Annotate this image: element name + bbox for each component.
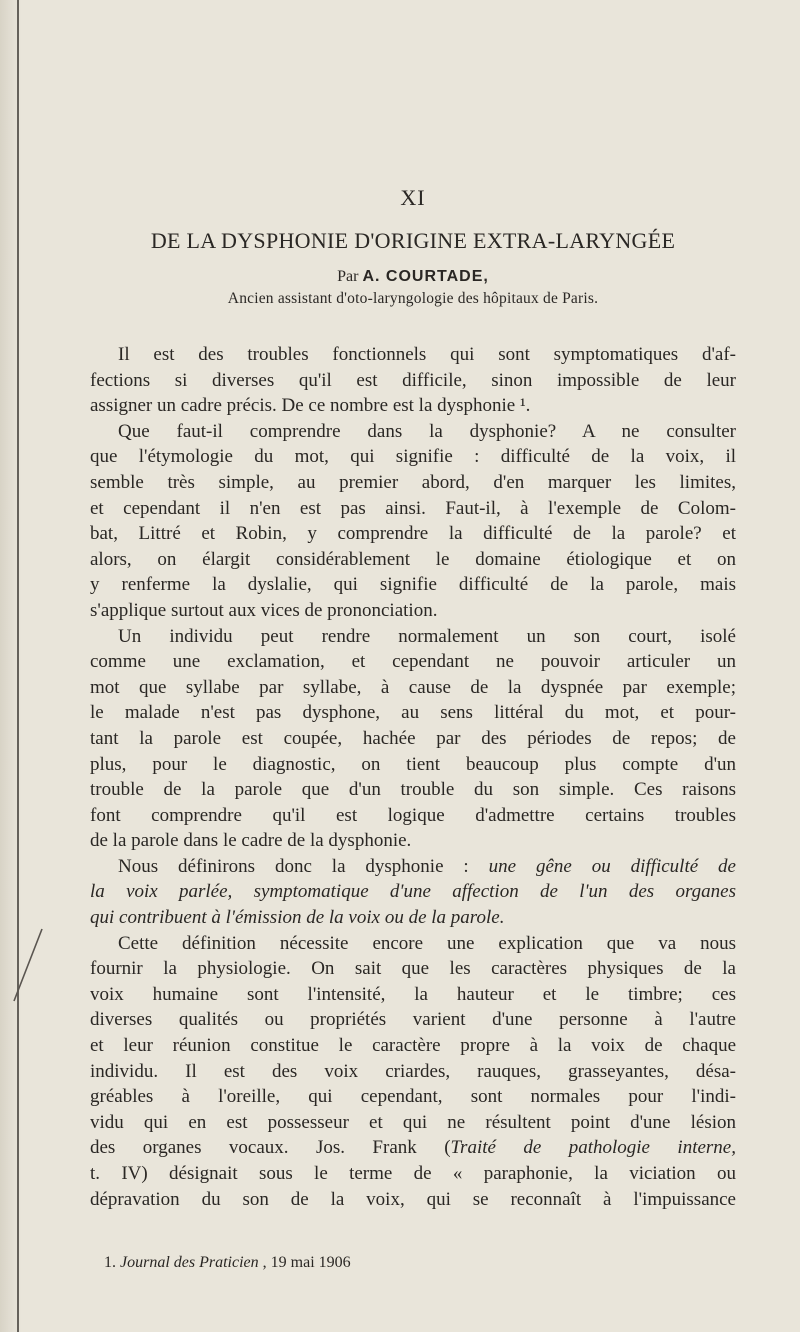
body-line	[90, 931, 736, 957]
byline	[90, 268, 736, 286]
body-line	[90, 1161, 736, 1187]
body-line	[90, 905, 736, 931]
body-line-text: Un individu peut rendre normalement un son court, isolé	[118, 625, 736, 647]
body-line-text: et leur réunion constitue le caractère propre à la voix de chaque	[90, 1035, 736, 1057]
body-line	[90, 547, 736, 573]
body-line-text: comme une exclamation, et cependant ne pouvoir articuler un	[90, 651, 736, 673]
body-line-text: le malade n'est pas dysphone, au sens littéral du mot, et pour-	[90, 702, 736, 724]
footnote-marker: 1.	[104, 1254, 116, 1271]
body-line	[90, 828, 736, 854]
body-line	[90, 1033, 736, 1059]
body-line-text: mot que syllabe par syllabe, à cause de la dyspnée par exemple;	[90, 676, 736, 698]
chapter-title: DE LA DYSPHONIE D'ORIGINE EXTRA-LARYNGÉE	[150, 228, 676, 253]
body-line-italic: Traité de pathologie interne,	[450, 1137, 736, 1159]
body-line	[90, 879, 736, 905]
footnote-date: , 19 mai 1906	[262, 1254, 351, 1271]
body-line-text: semble très simple, au premier abord, d'en marquer les limites,	[90, 471, 736, 493]
body-line	[90, 572, 736, 598]
body-line-text: Que faut-il comprendre dans la dysphonie? A ne consulter	[118, 420, 736, 442]
body-line	[90, 982, 736, 1008]
body-line-text: individu. Il est des voix criardes, rauques, grasseyantes, désa-	[90, 1060, 736, 1082]
body-line-text: Cette définition nécessite encore une explication que va nous	[118, 932, 736, 954]
body-line-text: t. IV) désignait sous le terme de « paraphonie, la viciation ou	[90, 1163, 736, 1184]
footnote-source: Journal des Praticien	[120, 1254, 259, 1271]
body-line	[90, 342, 736, 368]
body-line-text: s'applique surtout aux vices de prononciation.	[90, 599, 438, 621]
author-name: A. COURTADE,	[362, 268, 489, 285]
body-line	[90, 752, 736, 778]
body-line-text: font comprendre qu'il est logique d'admettre certains troubles	[90, 804, 736, 826]
body-line-text: des organes vocaux. Jos. Frank (	[90, 1137, 451, 1159]
body-line-text: tant la parole est coupée, hachée par des périodes de repos; de	[90, 727, 736, 749]
body-line-italic: une gêne ou difficulté de	[488, 855, 736, 877]
body-line	[90, 1187, 736, 1213]
pencil-mark	[8, 925, 48, 1005]
body-line	[90, 956, 736, 982]
body-line-text: alors, on élargit considérablement le domaine étiologique et on	[90, 548, 736, 570]
body-line-text: bat, Littré et Robin, y comprendre la difficulté de la parole? et	[90, 523, 736, 545]
body-line-text: assigner un cadre précis. De ce nombre est la dysphonie ¹.	[90, 395, 531, 417]
body-line	[90, 1110, 736, 1136]
body-line-text: dépravation du son de la voix, qui se reconnaît à l'impuissance	[90, 1188, 736, 1210]
body-line-text: que l'étymologie du mot, qui signifie : difficulté de la voix, il	[90, 446, 736, 468]
body-line-text: Il est des troubles fonctionnels qui sont symptomatiques d'af-	[118, 344, 736, 365]
body-line	[90, 1084, 736, 1110]
body-line	[90, 624, 736, 650]
body-line-text: trouble de la parole que d'un trouble du son simple. Ces raisons	[90, 779, 736, 801]
body-line	[90, 649, 736, 675]
document-page	[90, 0, 736, 1332]
body-line-text: Nous définirons donc la dysphonie :	[118, 855, 489, 877]
byline-prefix: Par	[337, 268, 359, 285]
body-line	[90, 444, 736, 470]
body-line	[90, 1007, 736, 1033]
body-line	[90, 1059, 736, 1085]
body-line	[90, 470, 736, 496]
body-line	[90, 419, 736, 445]
body-line	[90, 393, 736, 419]
body-text	[90, 342, 736, 1212]
body-line	[90, 803, 736, 829]
body-line	[90, 777, 736, 803]
body-line	[90, 496, 736, 522]
body-line-text: y renferme la dyslalie, qui signifie difficulté de la parole, mais	[90, 574, 736, 596]
body-line-text: voix humaine sont l'intensité, la hauteur et le timbre; ces	[90, 983, 736, 1005]
body-line	[90, 521, 736, 547]
footnote	[104, 1254, 351, 1272]
body-line	[90, 1135, 736, 1161]
chapter-number: XI	[400, 185, 426, 210]
body-line-text: vidu qui en est possesseur et qui ne résultent point d'une lésion	[90, 1111, 736, 1133]
body-line-text: et cependant il n'en est pas ainsi. Faut-il, à l'exemple de Colom-	[90, 497, 736, 519]
body-line	[90, 368, 736, 394]
author-affiliation: Ancien assistant d'oto-laryngologie des hôpitaux de Paris.	[227, 290, 599, 307]
body-line-text: de la parole dans le cadre de la dysphonie.	[90, 830, 412, 852]
page-edge-line	[17, 0, 19, 1332]
body-line-italic: qui contribuent à l'émission de la voix ou de la parole.	[90, 907, 505, 929]
body-line	[90, 598, 736, 624]
body-line-text: fournir la physiologie. On sait que les caractères physiques de la	[90, 958, 736, 980]
body-line-text: fections si diverses qu'il est difficile, sinon impossible de leur	[90, 369, 736, 391]
body-line	[90, 700, 736, 726]
body-line	[90, 854, 736, 880]
body-line-text: plus, pour le diagnostic, on tient beaucoup plus compte d'un	[90, 753, 736, 775]
body-line-text: diverses qualités ou propriétés varient d'une personne à l'autre	[90, 1009, 736, 1031]
body-line	[90, 675, 736, 701]
body-line-text: gréables à l'oreille, qui cependant, sont normales pour l'indi-	[90, 1086, 736, 1108]
body-line	[90, 726, 736, 752]
body-line-italic: la voix parlée, symptomatique d'une affection de l'un des organes	[90, 881, 736, 903]
